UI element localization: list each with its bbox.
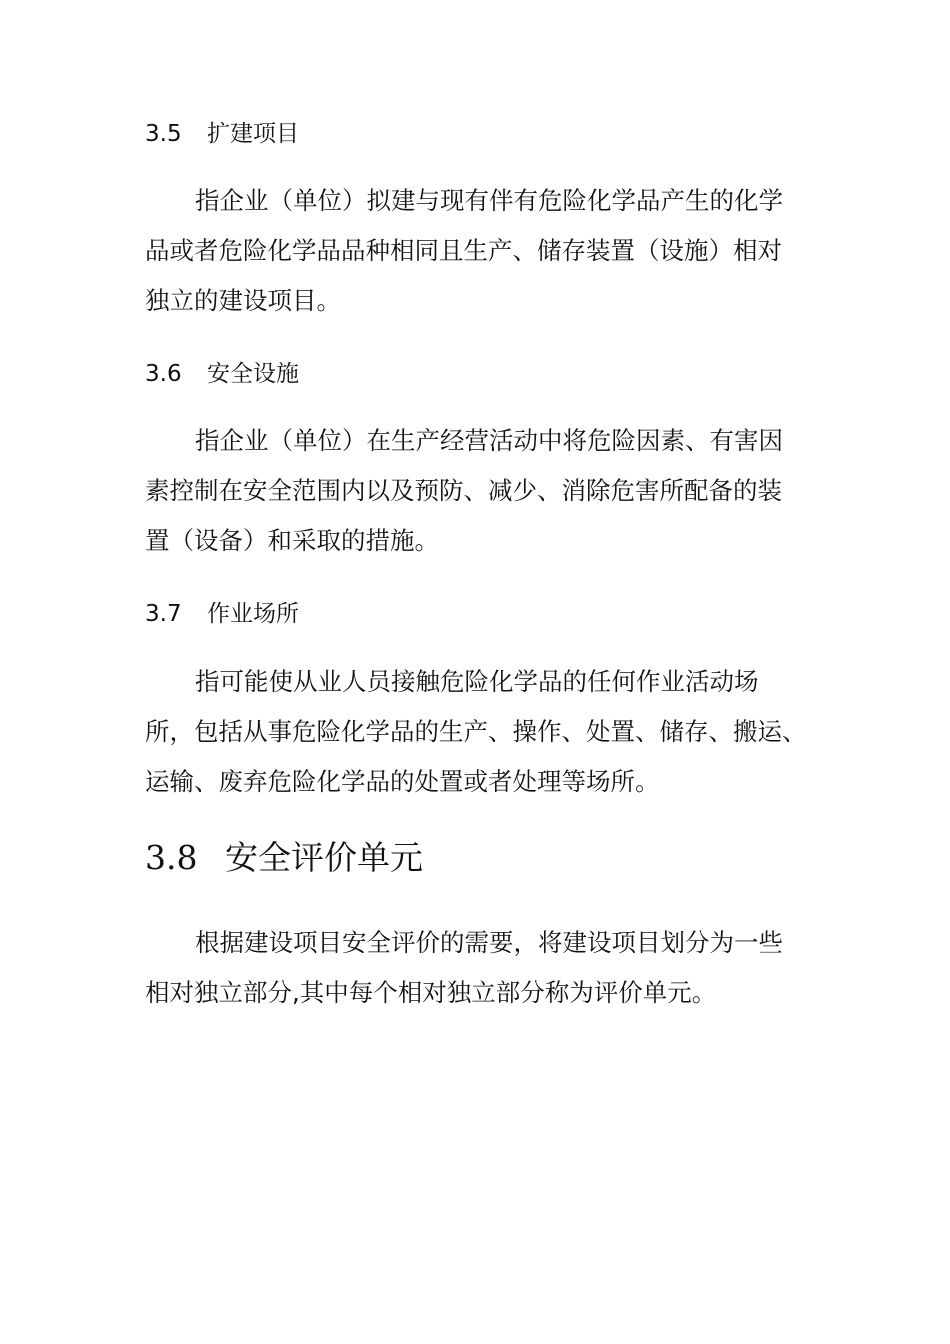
paragraph-line: 素控制在安全范围内以及预防、减少、消除危害所配备的装 (145, 476, 782, 505)
paragraph-line: 指可能使从业人员接触危险化学品的任何作业活动场 (195, 667, 759, 696)
paragraph-line: 所，包括从事危险化学品的生产、操作、处置、储存、搬运、 (145, 717, 807, 746)
section-number: 3.6 (145, 361, 182, 387)
section-paragraph-3-6 (145, 416, 810, 566)
paragraph-line: 置（设备）和采取的措施。 (145, 526, 439, 555)
section-heading-3-8 (145, 838, 423, 878)
paragraph-line: 运输、废弃危险化学品的处置或者处理等场所。 (145, 767, 660, 796)
section-title: 扩建项目 (207, 121, 299, 147)
paragraph-line: 独立的建设项目。 (145, 286, 341, 315)
section-heading-3-6 (145, 360, 299, 388)
section-heading-3-5 (145, 120, 299, 148)
paragraph-line: 品或者危险化学品品种相同且生产、储存装置（设施）相对 (145, 236, 782, 265)
paragraph-line: 指企业（单位）拟建与现有伴有危险化学品产生的化学 (195, 186, 783, 215)
section-paragraph-3-7 (145, 657, 810, 807)
section-paragraph-3-8 (145, 918, 810, 1018)
section-title: 安全设施 (207, 361, 299, 387)
section-number: 3.8 (145, 838, 198, 877)
section-heading-3-7 (145, 600, 299, 628)
paragraph-line: 相对独立部分,其中每个相对独立部分称为评价单元。 (145, 978, 717, 1007)
section-title: 作业场所 (207, 601, 299, 627)
section-number: 3.7 (145, 601, 182, 627)
section-title: 安全评价单元 (225, 838, 423, 877)
paragraph-line: 指企业（单位）在生产经营活动中将危险因素、有害因 (195, 426, 783, 455)
paragraph-line: 根据建设项目安全评价的需要，将建设项目划分为一些 (195, 928, 783, 957)
section-paragraph-3-5 (145, 176, 810, 326)
section-number: 3.5 (145, 121, 182, 147)
